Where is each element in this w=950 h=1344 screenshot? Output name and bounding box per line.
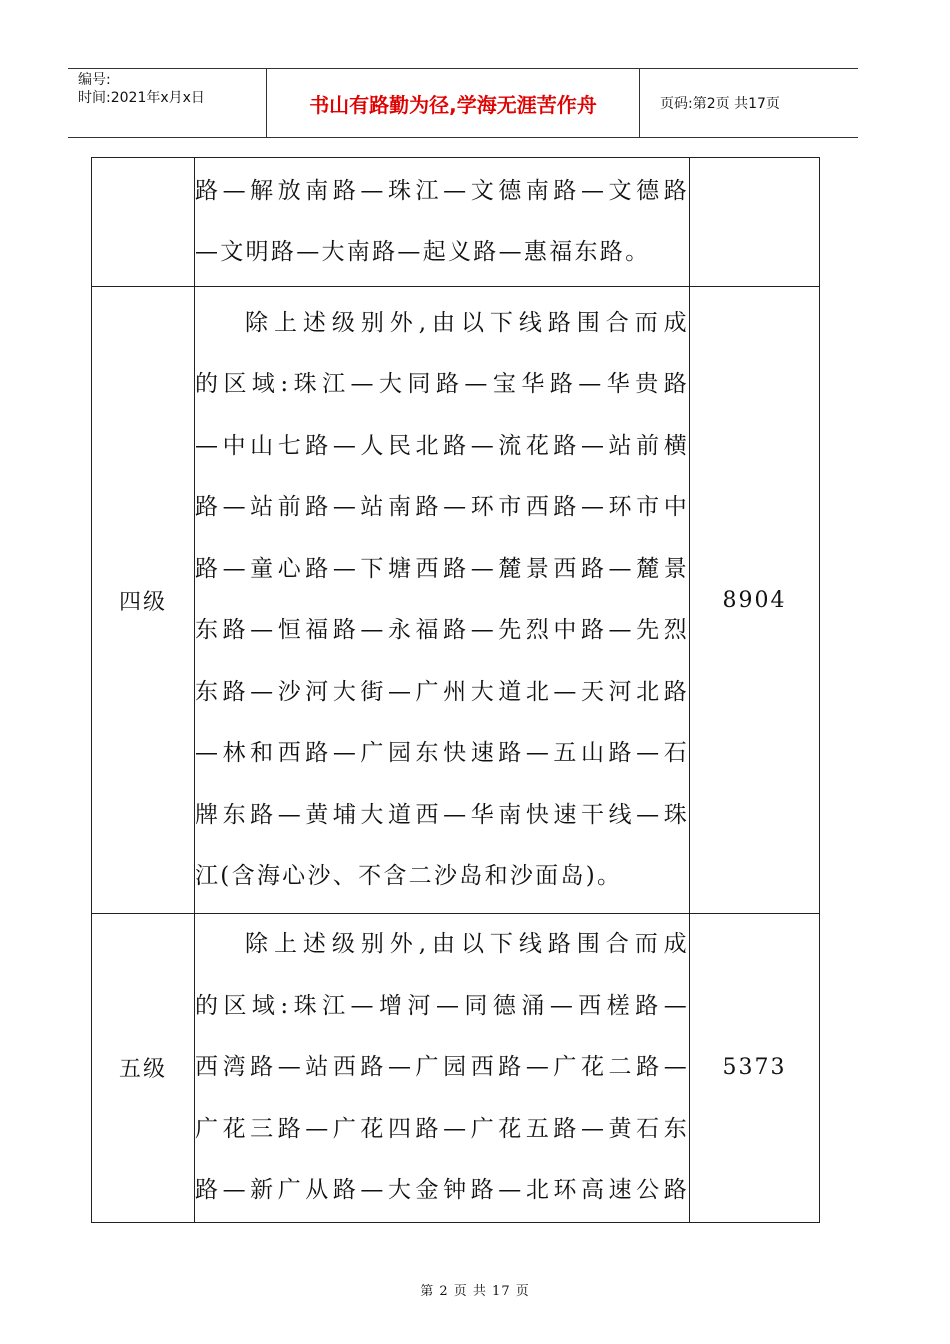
description-line: 广花三路—广花四路—广花五路—黄石东 [195, 1115, 689, 1142]
description-line: 西湾路—站西路—广园西路—广花二路— [195, 1054, 689, 1080]
description-cell [195, 287, 690, 914]
area-cell: 8904 [690, 287, 820, 914]
header-meta [68, 69, 267, 137]
description-cell [195, 914, 690, 1223]
number-label: 编号: [78, 72, 111, 88]
time-label: 时间:2021年x月x日 [78, 90, 205, 106]
description-line: 的区域:珠江—增河—同德涌—西槎路— [195, 992, 689, 1019]
description-line: 的区域:珠江—大同路—宝华路—华贵路 [195, 371, 689, 397]
description-line: —林和西路—广园东快速路—五山路—石 [195, 740, 689, 766]
description-cell [195, 158, 690, 287]
land-level-table [91, 157, 820, 1223]
page-footer: 第 2 页 共 17 页 [420, 1284, 530, 1299]
table-row [92, 287, 820, 914]
description-line: 路—站前路—站南路—环市西路—环市中 [195, 494, 689, 520]
header-page-label [650, 69, 858, 137]
area-cell [690, 158, 820, 287]
description-line: 除上述级别外,由以下线路围合而成 [245, 931, 689, 957]
table-row [92, 158, 820, 287]
page-label-text: 页码:第2页 共17页 [660, 96, 780, 112]
description-line: 路—新广从路—大金钟路—北环高速公路 [195, 1177, 689, 1203]
description-line: 江(含海心沙、不含二沙岛和沙面岛)。 [195, 863, 623, 889]
page-header [68, 68, 858, 138]
level-cell: 四级 [92, 287, 195, 914]
description-line: 东路—沙河大街—广州大道北—天河北路 [195, 678, 689, 705]
description-line: 东路—恒福路—永福路—先烈中路—先烈 [195, 617, 689, 643]
description-line: 路—解放南路—珠江—文德南路—文德路 [195, 177, 689, 204]
level-cell [92, 158, 195, 287]
table-row [92, 914, 820, 1223]
description-line: 路—童心路—下塘西路—麓景西路—麓景 [195, 555, 689, 582]
header-motto: 书山有路勤为径,学海无涯苦作舟 [267, 69, 640, 137]
description-line: 牌东路—黄埔大道西—华南快速干线—珠 [195, 801, 689, 828]
description-line: —中山七路—人民北路—流花路—站前横 [195, 432, 689, 459]
description-line: —文明路—大南路—起义路—惠福东路。 [195, 239, 651, 265]
level-cell: 五级 [92, 914, 195, 1223]
area-cell: 5373 [690, 914, 820, 1223]
description-line: 除上述级别外,由以下线路围合而成 [245, 309, 689, 336]
